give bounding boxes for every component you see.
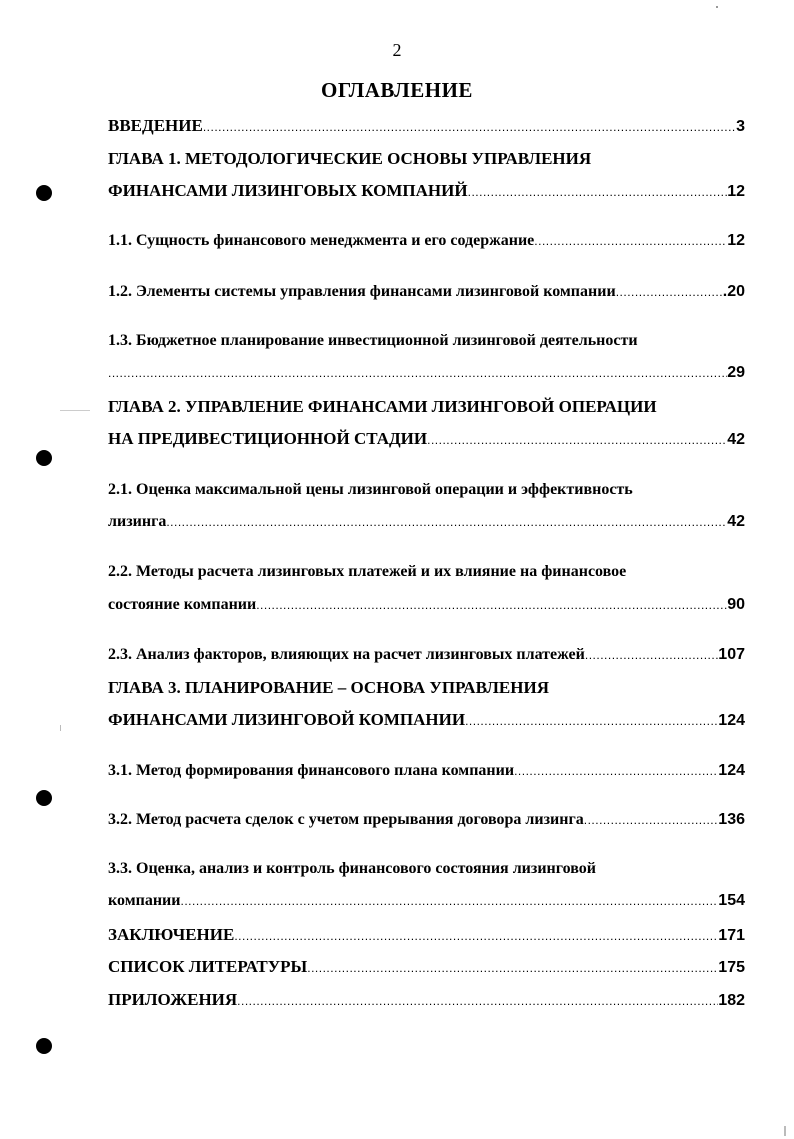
- toc-entry-3-3-line1[interactable]: 3.3. Оценка, анализ и контроль финансового состояния лизинговой: [108, 860, 596, 877]
- punch-hole: [36, 185, 52, 201]
- toc-entry-chapter-3-line1[interactable]: ГЛАВА 3. ПЛАНИРОВАНИЕ – ОСНОВА УПРАВЛЕНИЯ: [108, 678, 549, 697]
- toc-entry-conclusion[interactable]: [108, 925, 745, 945]
- page-title: ОГЛАВЛЕНИЕ: [321, 78, 473, 102]
- toc-entry-2-2[interactable]: [108, 596, 745, 614]
- toc-entry-2-1-line1[interactable]: 2.1. Оценка максимальной цены лизинговой операции и эффективность: [108, 481, 633, 498]
- toc-leader-dots: [108, 366, 727, 380]
- toc-entry-1-3[interactable]: [108, 364, 745, 382]
- toc-page-number: 124: [718, 762, 745, 779]
- toc-page-number: 154: [718, 892, 745, 909]
- toc-entry-text: ВВЕДЕНИЕ: [108, 116, 203, 135]
- toc-page-number: 29: [727, 364, 745, 381]
- punch-hole: [36, 1038, 52, 1054]
- toc-entry-text: ПРИЛОЖЕНИЯ: [108, 990, 238, 1009]
- toc-page-number: 42: [727, 513, 745, 530]
- scan-speck: [716, 6, 718, 8]
- toc-leader-dots: [585, 648, 718, 662]
- page-number: 2: [392, 40, 402, 60]
- toc-leader-dots: [237, 994, 718, 1008]
- toc-leader-dots: [468, 185, 728, 199]
- toc-entry-chapter-1[interactable]: [108, 181, 745, 201]
- scan-speck: [784, 1126, 786, 1136]
- toc-entry-3-3[interactable]: [108, 892, 745, 910]
- toc-page-number: 42: [727, 431, 745, 448]
- punch-hole: [36, 790, 52, 806]
- toc-entry-chapter-1-line1[interactable]: ГЛАВА 1. МЕТОДОЛОГИЧЕСКИЕ ОСНОВЫ УПРАВЛЕНИЯ: [108, 149, 592, 168]
- toc-leader-dots: [180, 894, 718, 908]
- toc-entry-text: СПИСОК ЛИТЕРАТУРЫ: [108, 957, 308, 976]
- toc-leader-dots: [203, 120, 736, 134]
- toc-leader-dots: [234, 929, 718, 943]
- toc-page-number: 90: [727, 596, 745, 613]
- toc-entry-text: компании: [108, 892, 181, 909]
- toc-entry-intro[interactable]: [108, 116, 745, 136]
- toc-entry-text: 1.2. Элементы системы управления финансами лизинговой компании: [108, 283, 616, 300]
- toc-entry-text: лизинга: [108, 513, 167, 530]
- scan-speck: [60, 410, 90, 411]
- toc-leader-dots: [534, 234, 727, 248]
- toc-entry-1-2[interactable]: [108, 283, 745, 301]
- toc-page-number: .20: [722, 283, 745, 300]
- toc-leader-dots: [256, 598, 727, 612]
- toc-leader-dots: [584, 813, 719, 827]
- toc-page-number: 175: [718, 959, 745, 976]
- toc-entry-3-1[interactable]: [108, 762, 745, 780]
- toc-entry-text: ФИНАНСАМИ ЛИЗИНГОВОЙ КОМПАНИИ: [108, 710, 466, 729]
- toc-entry-chapter-2[interactable]: [108, 429, 745, 449]
- toc-leader-dots: [307, 961, 718, 975]
- toc-page-number: 3: [736, 118, 745, 135]
- toc-entry-text: 2.3. Анализ факторов, влияющих на расчет лизинговых платежей: [108, 646, 585, 663]
- toc-entry-2-3[interactable]: [108, 646, 745, 664]
- toc-entry-text: 1.1. Сущность финансового менеджмента и его содержание: [108, 232, 535, 249]
- toc-entry-text: 3.1. Метод формирования финансового плана компании: [108, 762, 515, 779]
- toc-page-number: 136: [718, 811, 745, 828]
- toc-leader-dots: [465, 714, 718, 728]
- toc-leader-dots: [514, 764, 718, 778]
- toc-entry-2-2-line1[interactable]: 2.2. Методы расчета лизинговых платежей и их влияние на финансовое: [108, 563, 627, 580]
- toc-entry-3-2[interactable]: [108, 811, 745, 829]
- toc-entry-appendix[interactable]: [108, 990, 745, 1010]
- toc-entry-text: ЗАКЛЮЧЕНИЕ: [108, 925, 235, 944]
- toc-entry-chapter-3[interactable]: [108, 710, 745, 730]
- toc-page-number: 124: [718, 712, 745, 729]
- toc-entry-chapter-2-line1[interactable]: ГЛАВА 2. УПРАВЛЕНИЕ ФИНАНСАМИ ЛИЗИНГОВОЙ ОПЕРАЦИИ: [108, 397, 657, 416]
- toc-leader-dots: [166, 515, 727, 529]
- toc-page-number: 171: [718, 927, 745, 944]
- toc-page-number: 107: [718, 646, 745, 663]
- punch-hole: [36, 450, 52, 466]
- toc-entry-2-1[interactable]: [108, 513, 745, 531]
- toc-entry-references[interactable]: [108, 957, 745, 977]
- toc-entry-1-3-line1[interactable]: 1.3. Бюджетное планирование инвестиционной лизинговой деятельности: [108, 332, 638, 349]
- toc-entry-text: НА ПРЕДИВЕСТИЦИОННОЙ СТАДИИ: [108, 429, 428, 448]
- toc-entry-text: состояние компании: [108, 596, 257, 613]
- toc-entry-1-1[interactable]: [108, 232, 745, 250]
- toc-entry-text: 3.2. Метод расчета сделок с учетом прерывания договора лизинга: [108, 811, 584, 828]
- toc-leader-dots: [427, 433, 727, 447]
- toc-page-number: 12: [727, 232, 745, 249]
- toc-entry-text: ФИНАНСАМИ ЛИЗИНГОВЫХ КОМПАНИЙ: [108, 181, 468, 200]
- toc-page-number: 182: [718, 992, 745, 1009]
- scan-speck: [60, 725, 61, 731]
- toc-leader-dots: [616, 285, 723, 299]
- toc-page-number: 12: [727, 183, 745, 200]
